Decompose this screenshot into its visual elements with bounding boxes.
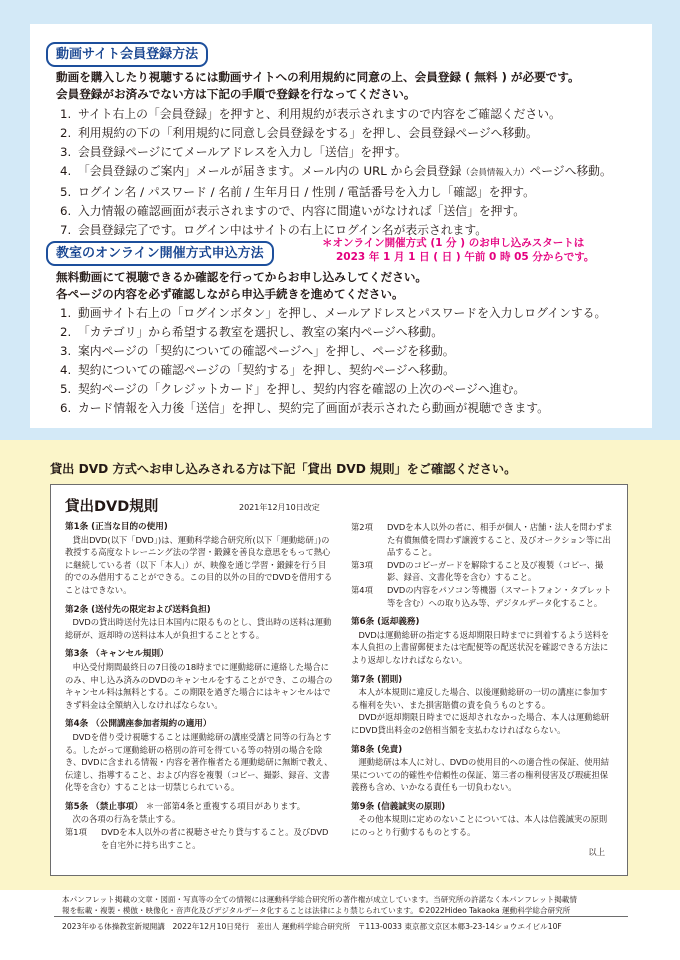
article-heading: 第8条 (免責) — [351, 744, 403, 755]
article-2 — [65, 604, 333, 642]
footer-divider — [54, 916, 628, 917]
rules-end: 以上 — [588, 846, 605, 857]
application-step: 1. 動画サイト右上の「ログインボタン」を押し、メールアドレスとパスワードを入力しログインする。 — [60, 306, 607, 320]
copyright-line-1: 本パンフレット掲載の文章・図面・写真等の全ての情報には運動科学総合研究所の著作権が成立しています。当研究所の許諾なく本パンフレット掲載情 — [62, 895, 577, 904]
registration-step: 5. ログイン名 / パスワード / 名前 / 生年月日 / 性別 / 電話番号を入力し「確認」を押す。 — [60, 185, 535, 199]
article-1 — [65, 521, 333, 597]
article-heading: 第2条 (送付先の限定および送料負担) — [65, 604, 211, 615]
article-7 — [351, 674, 615, 737]
article-text: 本人が本規則に違反した場合、以後運動総研の一切の講座に参加する権利を失い、また損害賠償の責を負うものとする。 — [351, 687, 608, 710]
application-step: 2. 「カテゴリ」から希望する教室を選択し、教室の案内ページへ移動。 — [60, 325, 443, 339]
rules-title: 貸出DVD規則 — [65, 499, 159, 515]
section1-title: 動画サイト会員登録方法 — [46, 42, 208, 67]
application-step: 5. 契約ページの「クレジットカード」を押し、契約内容を確認の上次のページへ進む。 — [60, 382, 526, 396]
article-heading: 第3条 （キャンセル規則） — [65, 649, 169, 660]
online-application-steps — [60, 304, 606, 418]
application-step: 4. 契約についての確認ページの「契約する」を押し、契約ページへ移動。 — [60, 363, 455, 377]
rules-left-column — [65, 521, 333, 858]
section2-title: 教室のオンライン開催方式申込方法 — [46, 241, 274, 266]
article-text: DVDを借り受け視聴することは運動総研の講座受講と同等の行為とする。したがって運動総研の格別の許可を得ている等の特別の場合を除き、DVDに含まれる情報・内容を著作権者たる運動総研に無断で教え、伝達し、指導すること、および内容を複製（コピー、撮影、録音、文書化等を含む）することは一切禁じられている。 — [65, 731, 333, 793]
rules-right-column — [351, 521, 615, 858]
article-5 — [65, 801, 333, 851]
article-5-item-3: 第3項 DVDのコピーガードを解除すること及び複製（コピー、撮影、録音、文書化等を含む）すること。 — [351, 559, 604, 583]
application-step: 6. カード情報を入力後「送信」を押し、契約完了画面が表示されたら動画が視聴できます。 — [60, 401, 549, 415]
article-heading: 第5条 （禁止事項） ＊一部第4条と重複する項目があります。 — [65, 801, 306, 812]
registration-step: 3. 会員登録ページにてメールアドレスを入力し「送信」を押す。 — [60, 145, 407, 159]
registration-step: 7. 会員登録完了です。ログイン中はサイトの右上にログイン名が表示されます。 — [60, 223, 487, 237]
rules-date: 2021年12月10日改定 — [239, 503, 320, 512]
registration-step: 6. 入力情報の確認画面が表示されますので、内容に間違いがなければ「送信」を押す。 — [60, 204, 526, 218]
article-heading: 第7条 (罰則) — [351, 674, 403, 685]
article-heading: 第9条 (信義誠実の原則) — [351, 801, 446, 812]
footer — [0, 890, 680, 960]
article-5-continued — [351, 521, 615, 609]
article-text: DVDの貸出時送付先は日本国内に限るものとし、貸出時の送料は運動総研が、返却時の送料は本人が負担することとする。 — [65, 617, 332, 640]
registration-step: 2. 利用規約の下の「利用規約に同意し会員登録をする」を押し、会員登録ページへ移動。 — [60, 126, 538, 140]
article-text: 次の各項の行為を禁止する。 — [72, 814, 181, 825]
article-9 — [351, 801, 615, 839]
registration-steps — [60, 105, 612, 240]
article-heading: 第6条 (返却義務) — [351, 617, 420, 628]
copyright-line-2: 報を転載・複製・模倣・映像化・音声化及びデジタルデータ化することは法律により禁じられています。©2022Hideo Takaoka 運動科学総合研究所 — [62, 906, 571, 915]
article-heading: 第4条 （公開講座参加者規約の適用） — [65, 719, 212, 730]
section2-lead-2: 各ページの内容を必ず確認しながら申込手続きを進めてください。 — [56, 287, 404, 301]
article-5-item-2: 第2項 DVDを本人以外の者に、相手が個人・店舗・法人を問わずまた有償無償を問わず譲渡すること、及びオークション等に出品すること。 — [351, 522, 613, 558]
online-start-note-2: 2023 年 1 月 1 日 ( 日 ) 午前 0 時 05 分からです。 — [336, 251, 595, 263]
article-text: DVDは運動総研の指定する返却期限日時までに到着するよう送料を本人負担の上書留郵便または宅配便等の配送状況を確認できる方法により返却しなければならない。 — [351, 629, 610, 665]
article-text: 運動総研は本人に対し、DVDの使用目的への適合性の保証、使用結果についての的確性や信頼性の保証、第三者の権利侵害及び瑕疵担保義務も含め、いかなる責任も一切負わない。 — [351, 757, 610, 793]
dvd-rules-box — [50, 484, 628, 876]
article-text: 貸出DVD(以下「DVD」)は、運動科学総合研究所(以下「運動総研」)の教授する高度なトレーニング法の学習・鍛錬を善良な意思をもって熱心に継続している者（以下「本人」）が、映像を通じ学習・鍛錬を行う目的でのみ借用することができる。この目的以外の目的でDVDを借用することはできない。 — [65, 534, 333, 595]
section2-lead-1: 無料動画にて視聴できるか確認を行ってからお申し込みしてください。 — [56, 270, 428, 284]
registration-step: 1. サイト右上の「会員登録」を押すと、利用規約が表示されますので内容をご確認ください。 — [60, 107, 561, 121]
article-text: DVDが返却期限日時までに返却されなかった場合、本人は運動総研にDVD貸出料金の2倍相当額を支払わなければならない。 — [351, 712, 610, 735]
application-step: 3. 案内ページの「契約についての確認ページへ」を押し、ページを移動。 — [60, 344, 455, 358]
article-heading: 第1条 (正当な目的の使用) — [65, 522, 168, 532]
article-3 — [65, 648, 333, 711]
article-text: 申込受付期間最終日の7日後の18時までに運動総研に連絡した場合にのみ、申し込み済みのDVDのキャンセルをすることができ、この場合のキャンセル料は無料とする。この期限を過ぎた場合にはキャンセルはできず料金は全額納入しなければならない。 — [65, 661, 333, 710]
article-6 — [351, 616, 615, 666]
article-5-item-1: 第1項 DVDを本人以外の者に視聴させたり貸与すること。及びDVDを自宅外に持ち出すこと。 — [65, 827, 329, 850]
section1-lead-1: 動画を購入したり視聴するには動画サイトへの利用規約に同意の上、会員登録 ( 無料 ) が必要です。 — [56, 70, 580, 84]
dvd-lead: 貸出 DVD 方式へお申し込みされる方は下記「貸出 DVD 規則」をご確認ください。 — [50, 462, 517, 476]
online-start-note-1: ＊オンライン開催方式 (1 分 ) のお申し込みスタートは — [322, 237, 585, 249]
article-4 — [65, 718, 333, 794]
registration-step: 4. 「会員登録のご案内」メールが届きます。メール内の URL から会員登録（会員情報入力）ページへ移動。 — [60, 164, 612, 178]
publisher-line: 2023年ゆる体操教室新規開講 2022年12月10日発行 差出人 運動科学総合研究所 〒113-0033 東京都文京区本郷3-23-14ショウエイビル10F — [62, 922, 562, 931]
article-text: その他本規則に定めのないことについては、本人は信義誠実の原則にのっとり行動するものとする。 — [351, 814, 608, 838]
section1-lead-2: 会員登録がお済みでない方は下記の手順で登録を行なってください。 — [56, 87, 416, 101]
article-5-item-4: 第4項 DVDの内容をパソコン等機器（スマートフォン・タブレット等を含む）への取り込み等、デジタルデータ化すること。 — [351, 584, 612, 608]
article-8 — [351, 744, 615, 794]
